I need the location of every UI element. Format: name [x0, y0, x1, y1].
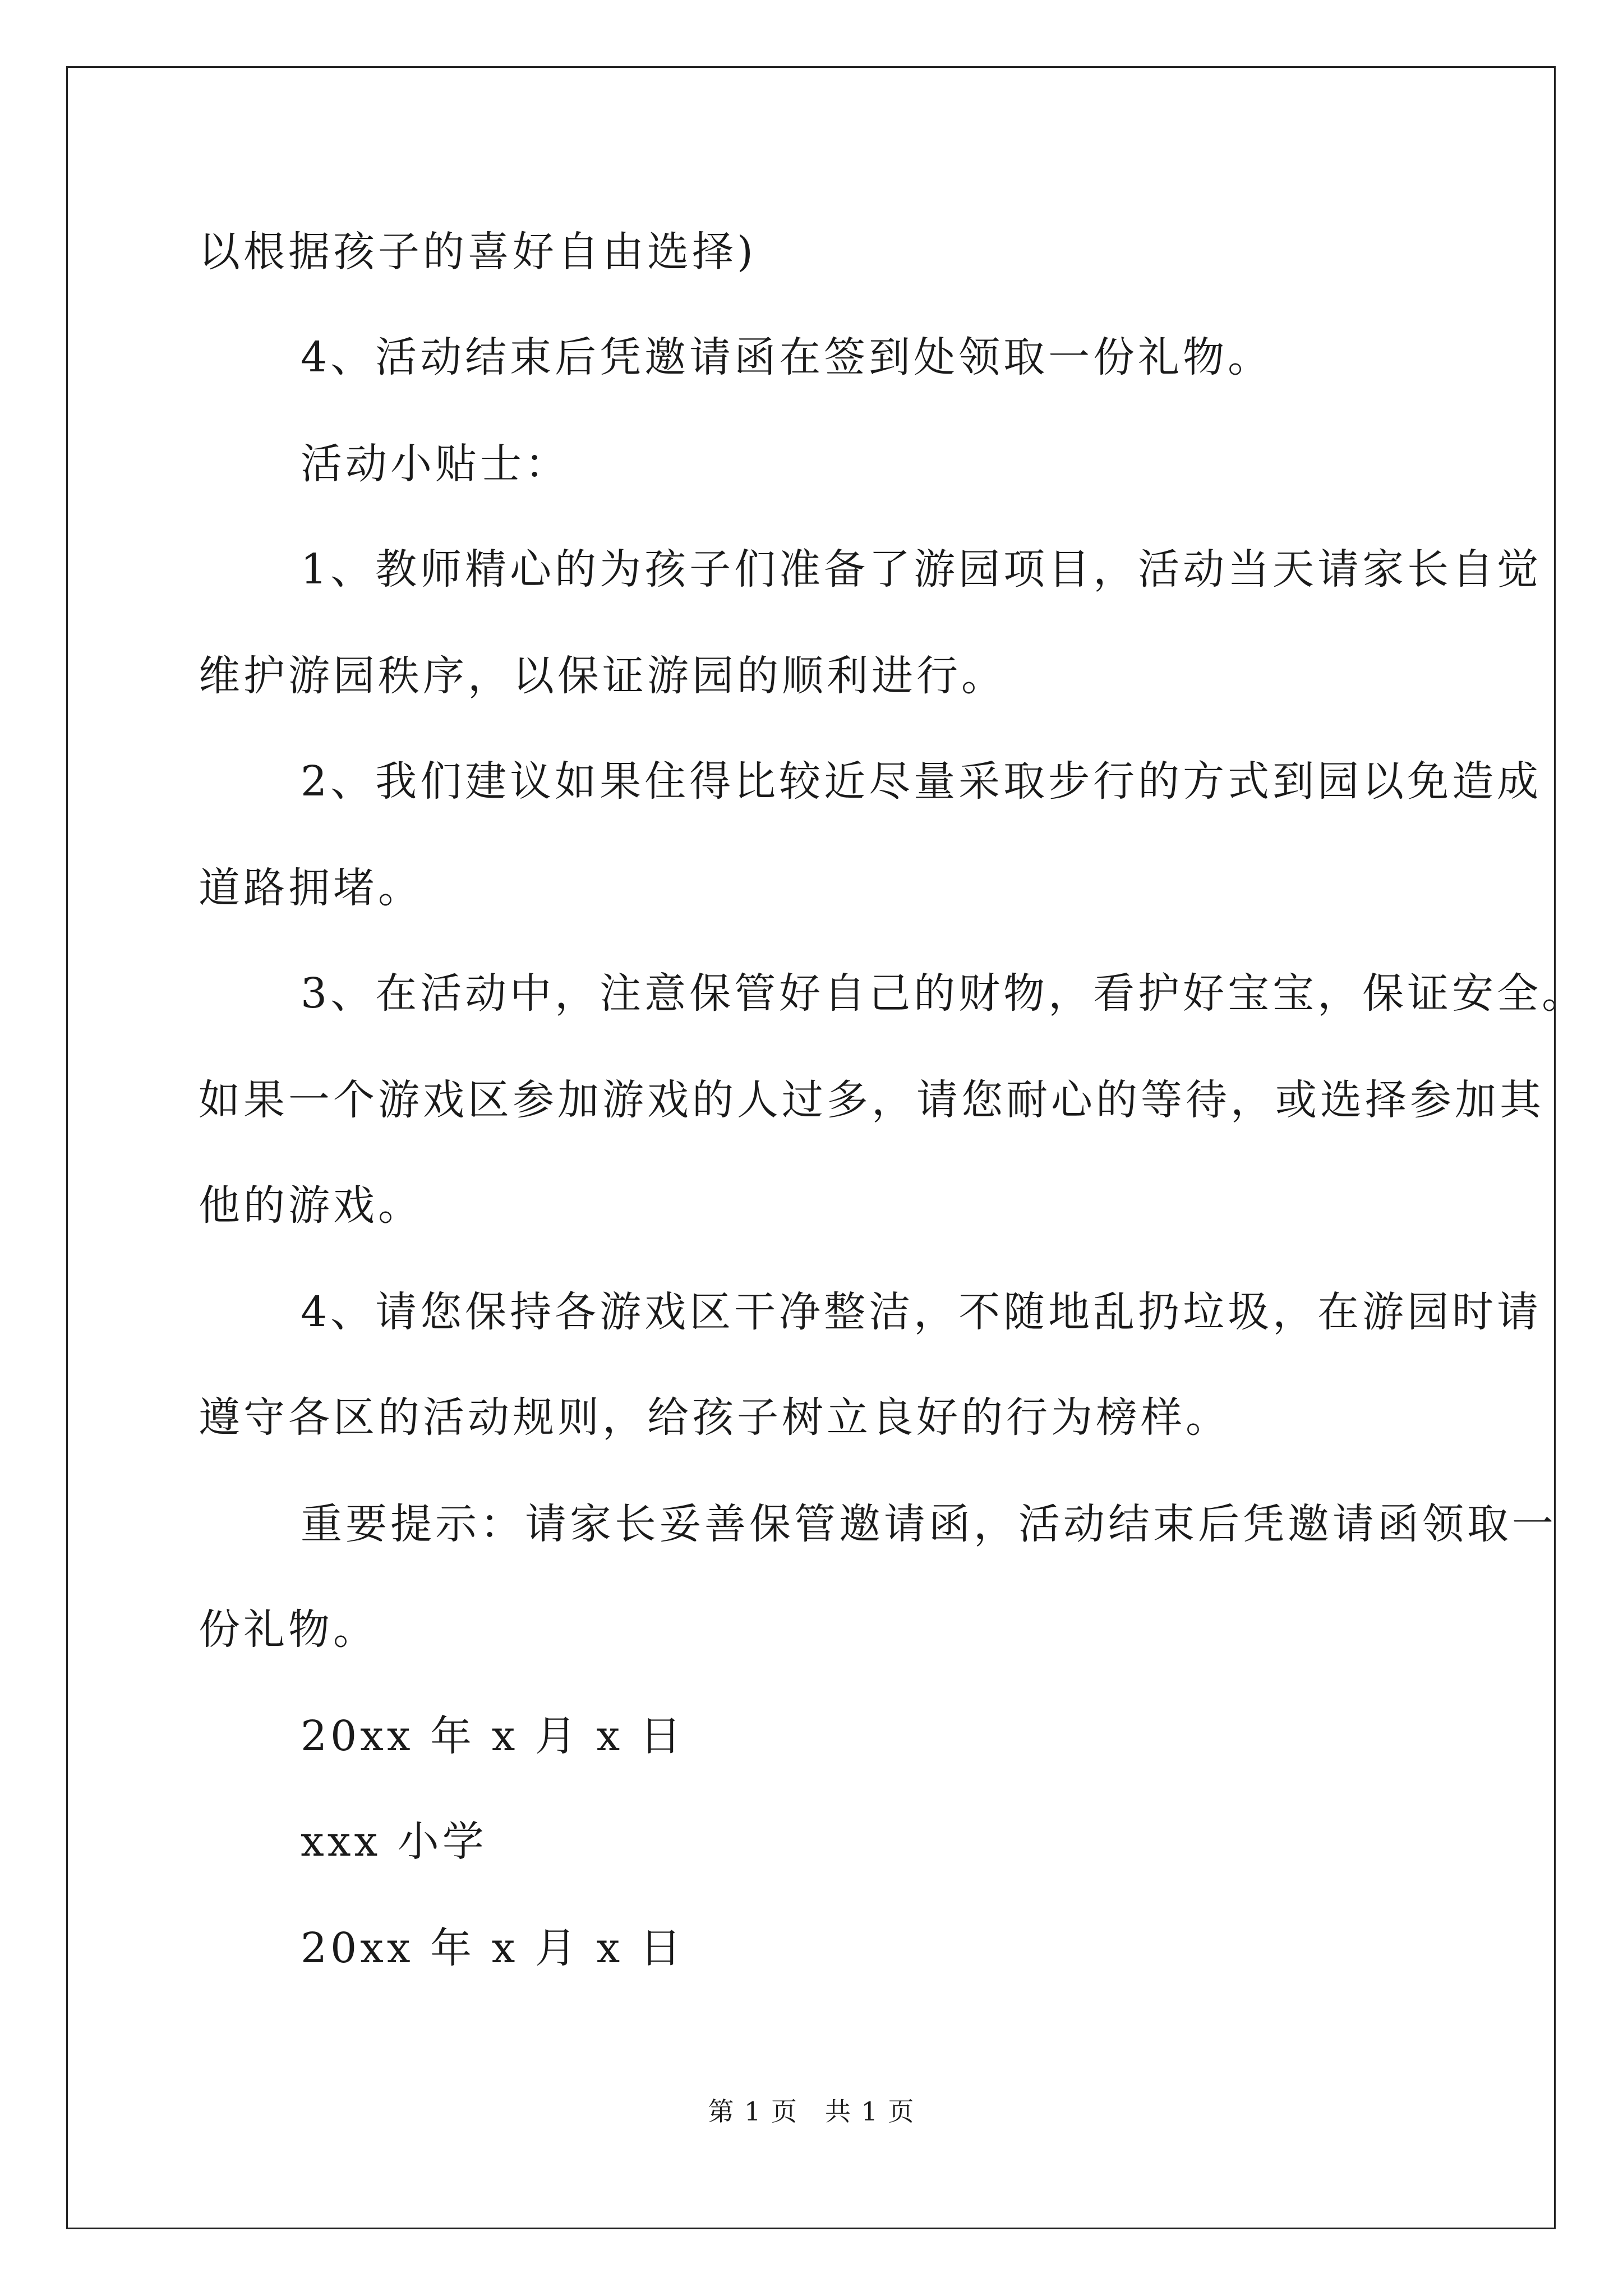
page-border [66, 66, 1556, 2229]
section-heading: 活动小贴士： [301, 440, 570, 488]
paragraph-line: 如果一个游戏区参加游戏的人过多，请您耐心的等待，或选择参加其 [199, 1076, 1544, 1124]
paragraph-line: 遵守各区的活动规则，给孩子树立良好的行为榜样。 [199, 1393, 1230, 1442]
paragraph-line: 道路拥堵。 [199, 864, 423, 912]
paragraph-line: 份礼物。 [199, 1605, 378, 1654]
paragraph-line: 他的游戏。 [199, 1181, 423, 1230]
signature-line: xxx 小学 [301, 1818, 487, 1866]
date-line: 20xx 年 x 月 x 日 [301, 1924, 685, 1972]
paragraph-line: 重要提示：请家长妥善保管邀请函，活动结束后凭邀请函领取一 [301, 1500, 1557, 1548]
paragraph-line: 以根据孩子的喜好自由选择) [199, 228, 757, 276]
date-line: 20xx 年 x 月 x 日 [301, 1712, 685, 1760]
paragraph-line: 1、教师精心的为孩子们准备了游园项目，活动当天请家长自觉 [301, 545, 1542, 593]
paragraph-line: 4、活动结束后凭邀请函在签到处领取一份礼物。 [301, 333, 1273, 381]
paragraph-line: 维护游园秩序，以保证游园的顺利进行。 [199, 652, 1006, 700]
paragraph-line: 2、我们建议如果住得比较近尽量采取步行的方式到园以免造成 [301, 757, 1542, 806]
paragraph-line: 4、请您保持各游戏区干净整洁，不随地乱扔垃圾，在游园时请 [301, 1288, 1542, 1336]
page-number: 第 1 页 共 1 页 [708, 2096, 915, 2127]
paragraph-line: 3、在活动中，注意保管好自己的财物，看护好宝宝，保证安全。 [301, 969, 1587, 1018]
